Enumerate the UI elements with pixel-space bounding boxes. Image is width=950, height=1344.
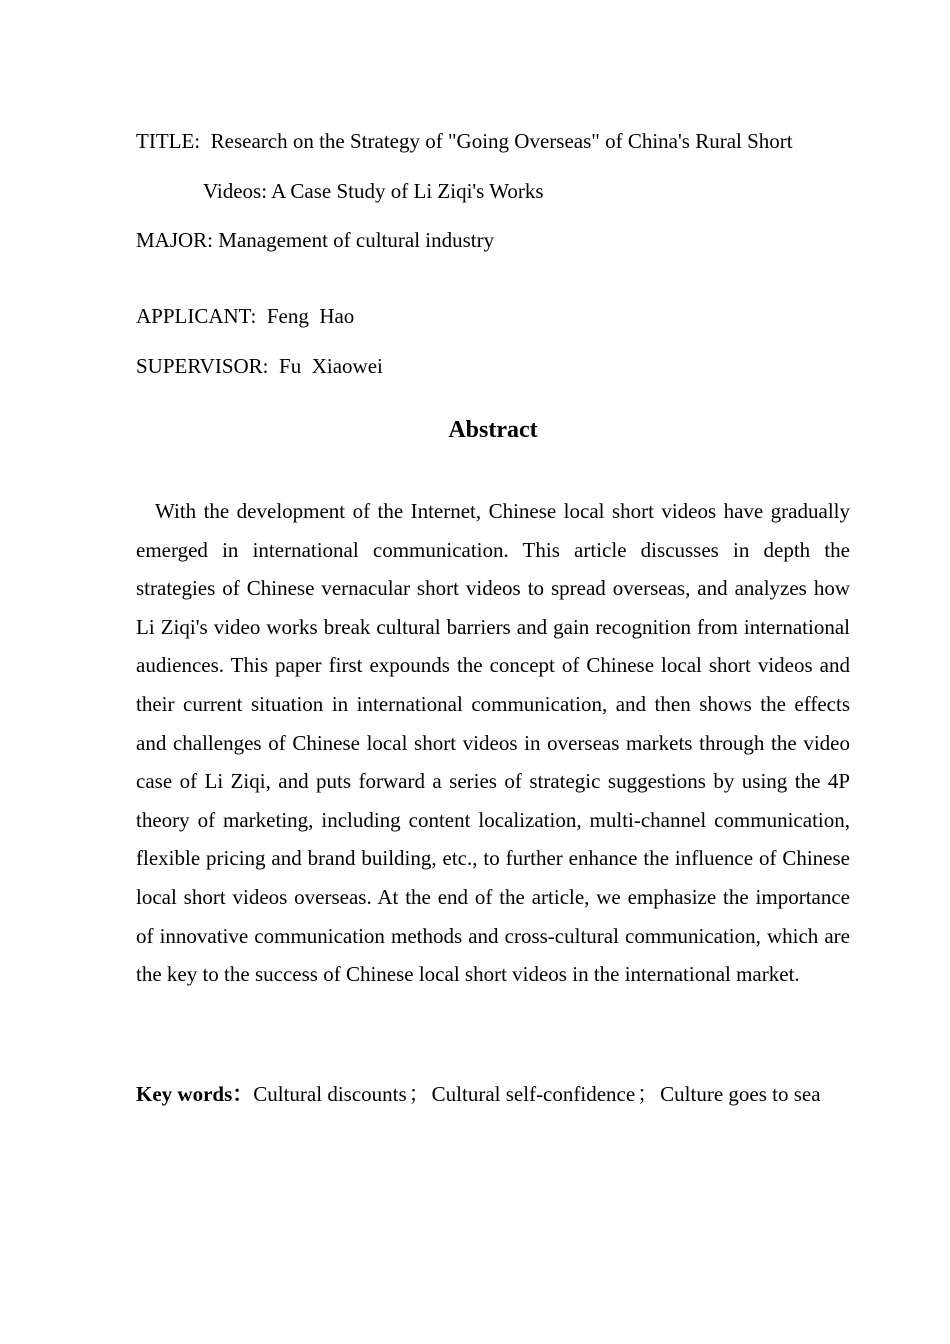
title-label: TITLE: xyxy=(136,129,201,153)
applicant-value: Feng Hao xyxy=(266,304,355,328)
title-continuation xyxy=(203,177,544,205)
major-label: MAJOR: xyxy=(136,228,214,252)
keywords-label: Key words： xyxy=(136,1082,254,1106)
keywords-block xyxy=(136,1075,850,1114)
keyword-item: Cultural discounts xyxy=(253,1082,407,1106)
title-line xyxy=(136,127,793,155)
abstract-body: With the development of the Internet, Chinese local short videos have gradually emerged in international communication. This article discusses in depth the strategies of Chinese vernacular short videos to spread overseas, and analyzes how Li Ziqi's video works break cultural barriers and gain recognition from international audiences. This paper first expounds the concept of Chinese local short videos and their current situation in international communication, and then shows the effects and challenges of Chinese local short videos in overseas markets through the video case of Li Ziqi, and puts forward a series of strategic suggestions by using the 4P theory of marketing, including content localization, multi-channel communication, flexible pricing and brand building, etc., to further enhance the influence of Chinese local short videos overseas. At the end of the article, we emphasize the importance of innovative communication methods and cross-cultural communication, which are the key to the success of Chinese local short videos in the international market. xyxy=(136,499,850,987)
keyword-separator: ； xyxy=(408,1082,430,1106)
supervisor-line xyxy=(136,352,383,380)
major-line xyxy=(136,226,494,254)
supervisor-value: Fu Xiaowei xyxy=(279,354,383,378)
keyword-item: Culture goes to sea xyxy=(660,1082,821,1106)
abstract-heading: Abstract xyxy=(448,417,538,443)
title-text-line1: Research on the Strategy of "Going Overseas" of China's Rural Short xyxy=(210,129,793,153)
supervisor-label: SUPERVISOR: xyxy=(136,354,269,378)
keyword-separator: ； xyxy=(637,1082,659,1106)
title-text-line2: Videos: A Case Study of Li Ziqi's Works xyxy=(203,179,544,203)
applicant-line xyxy=(136,302,354,330)
applicant-label: APPLICANT: xyxy=(136,304,257,328)
keyword-item: Cultural self-confidence xyxy=(431,1082,636,1106)
major-value: Management of cultural industry xyxy=(218,228,495,252)
